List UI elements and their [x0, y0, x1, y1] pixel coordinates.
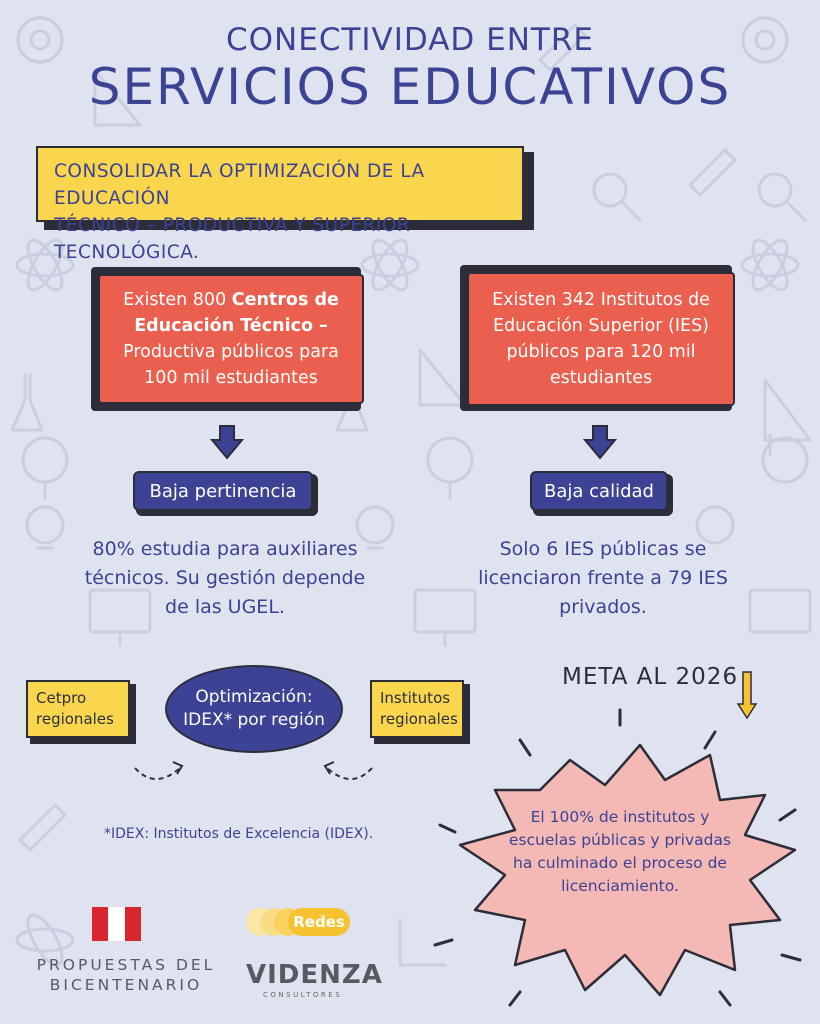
cetpro-stat-text: 80% estudia para auxiliares técnicos. Su gestión depende de las UGEL.	[84, 538, 366, 618]
bicentenario-logo-text: PROPUESTAS DEL BICENTENARIO	[36, 956, 216, 994]
dashed-arrow-icon	[125, 748, 195, 788]
goal-heading: META AL 2026	[562, 664, 739, 690]
redes-logo: Redes	[288, 908, 350, 936]
ies-stat-text: Solo 6 IES públicas se licenciaron frente a 79 IES privados.	[478, 538, 728, 618]
ies-stats-card	[467, 272, 735, 406]
arrow-down-icon	[210, 424, 244, 460]
banner-line-2: TÉCNICO – PRODUCTIVA Y SUPERIOR TECNOLÓGICA.	[54, 215, 411, 263]
page-title: SERVICIOS EDUCATIVOS	[88, 58, 732, 116]
dashed-arrow-icon	[312, 748, 382, 788]
cetpro-regionales-box: Cetpro regionales	[26, 680, 130, 738]
oval-line-1: Optimización:	[195, 687, 313, 707]
cetpro-stats-card	[98, 274, 364, 404]
objective-banner	[36, 146, 524, 263]
banner-line-1: CONSOLIDAR LA OPTIMIZACIÓN DE LA EDUCACIÓN	[54, 161, 425, 209]
goal-text: El 100% de institutos y escuelas públicas y privadas ha culminado el proceso de licenciamiento.	[508, 808, 732, 895]
peru-flag-icon	[92, 905, 142, 943]
baja-pertinencia-label: Baja pertinencia	[133, 471, 313, 511]
institutos-regionales-box: Institutos regionales	[370, 680, 464, 738]
videnza-logo: VIDENZA	[246, 960, 383, 990]
videnza-consultores-text: CONSULTORES	[263, 991, 343, 999]
baja-calidad-label: Baja calidad	[530, 471, 668, 511]
oval-line-2: IDEX* por región	[183, 710, 325, 730]
arrow-down-icon	[583, 424, 617, 460]
cetpro-card-text: Existen 800 Centros de Educación Técnico – Productiva públicos para 100 mil estudiantes	[123, 290, 339, 388]
ies-card-text: Existen 342 Institutos de Educación Superior (IES) públicos para 120 mil estudiantes	[492, 290, 710, 388]
cetpro-card-bold: Centros de Educación Técnico –	[134, 290, 339, 336]
page-subtitle: CONECTIVIDAD ENTRE	[226, 22, 594, 58]
idex-footnote: *IDEX: Institutos de Excelencia (IDEX).	[104, 826, 374, 842]
idex-optimization-oval	[165, 665, 343, 753]
